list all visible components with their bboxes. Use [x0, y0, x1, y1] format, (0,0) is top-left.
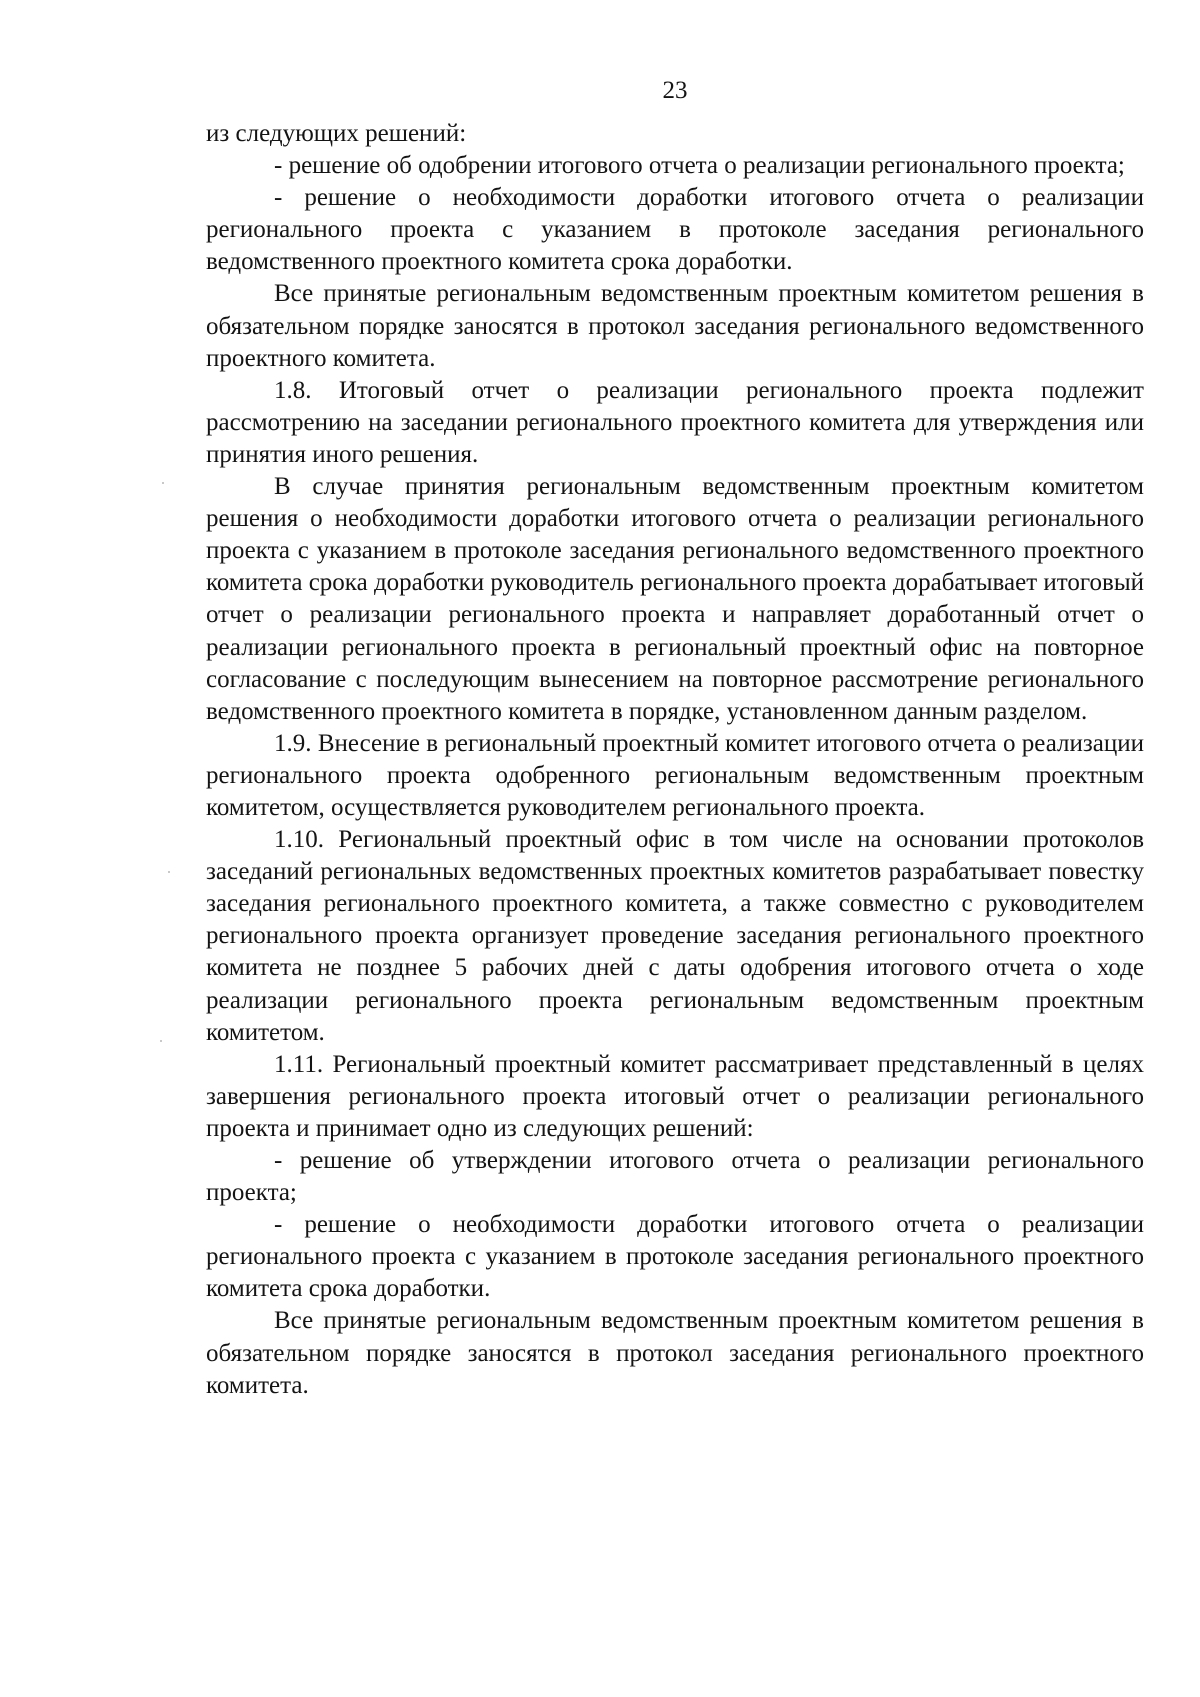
paragraph-revision-case: В случае принятия региональным ведомственным проектным комитетом решения о необходимости доработки итогового отчета о реализации регионального проекта с указанием в протоколе заседания регионального ведомственного проектного комитета срока доработки руководитель регионального проекта дорабатывает итоговый отчет о реализации регионального проекта и направляет доработанный отчет о реализации регионального проекта в региональный проектный офис на повторное согласование с последующим вынесением на повторное рассмотрение регионального ведомственного проектного комитета в порядке, установленном данным разделом. — [206, 473, 1144, 725]
page-number: 23 — [662, 77, 688, 104]
paragraph-decisions-recorded: Все принятые региональным ведомственным проектным комитетом решения в обязательном порядке заносятся в протокол заседания регионального ведомственного проектного комитета. — [206, 280, 1144, 372]
paragraph-decision-rework: - решение о необходимости доработки итогового отчета о реализации регионального проекта с указанием в протоколе заседания регионального проектного комитета срока доработки. — [206, 1211, 1144, 1303]
document-body — [206, 118, 1144, 1402]
paragraph-section-1-10: 1.10. Региональный проектный офис в том числе на основании протоколов заседаний региональных ведомственных проектных комитетов разрабатывает повестку заседания регионального проектного комитета, а также совместно с руководителем регионального проекта организует проведение заседания регионального проектного комитета не позднее 5 рабочих дней с даты одобрения итогового отчета о ходе реализации регионального проекта региональным ведомственным проектным комитетом. — [206, 826, 1144, 1046]
paragraph-section-1-8: 1.8. Итоговый отчет о реализации регионального проекта подлежит рассмотрению на заседании регионального проектного комитета для утверждения или принятия иного решения. — [206, 376, 1144, 468]
scan-speck — [160, 1040, 162, 1042]
scan-speck — [168, 871, 170, 873]
paragraph-final-recorded: Все принятые региональным ведомственным проектным комитетом решения в обязательном порядке заносятся в протокол заседания регионального проектного комитета. — [206, 1307, 1144, 1399]
paragraph-section-1-9: 1.9. Внесение в региональный проектный комитет итогового отчета о реализации регионального проекта одобренного региональным ведомственным проектным комитетом, осуществляется руководителем регионального проекта. — [206, 729, 1144, 821]
paragraph-decision-revise: - решение о необходимости доработки итогового отчета о реализации регионального проекта с указанием в протоколе заседания регионального ведомственного проектного комитета срока доработки. — [206, 184, 1144, 276]
paragraph-continuation: из следующих решений: — [206, 120, 467, 147]
paragraph-decision-confirm: - решение об утверждении итогового отчета о реализации регионального проекта; — [206, 1147, 1144, 1207]
paragraph-section-1-11: 1.11. Региональный проектный комитет рассматривает представленный в целях завершения регионального проекта итоговый отчет о реализации регионального проекта и принимает одно из следующих решений: — [206, 1050, 1144, 1142]
paragraph-decision-approve: - решение об одобрении итогового отчета о реализации регионального проекта; — [274, 152, 1125, 180]
scan-speck — [162, 482, 164, 484]
